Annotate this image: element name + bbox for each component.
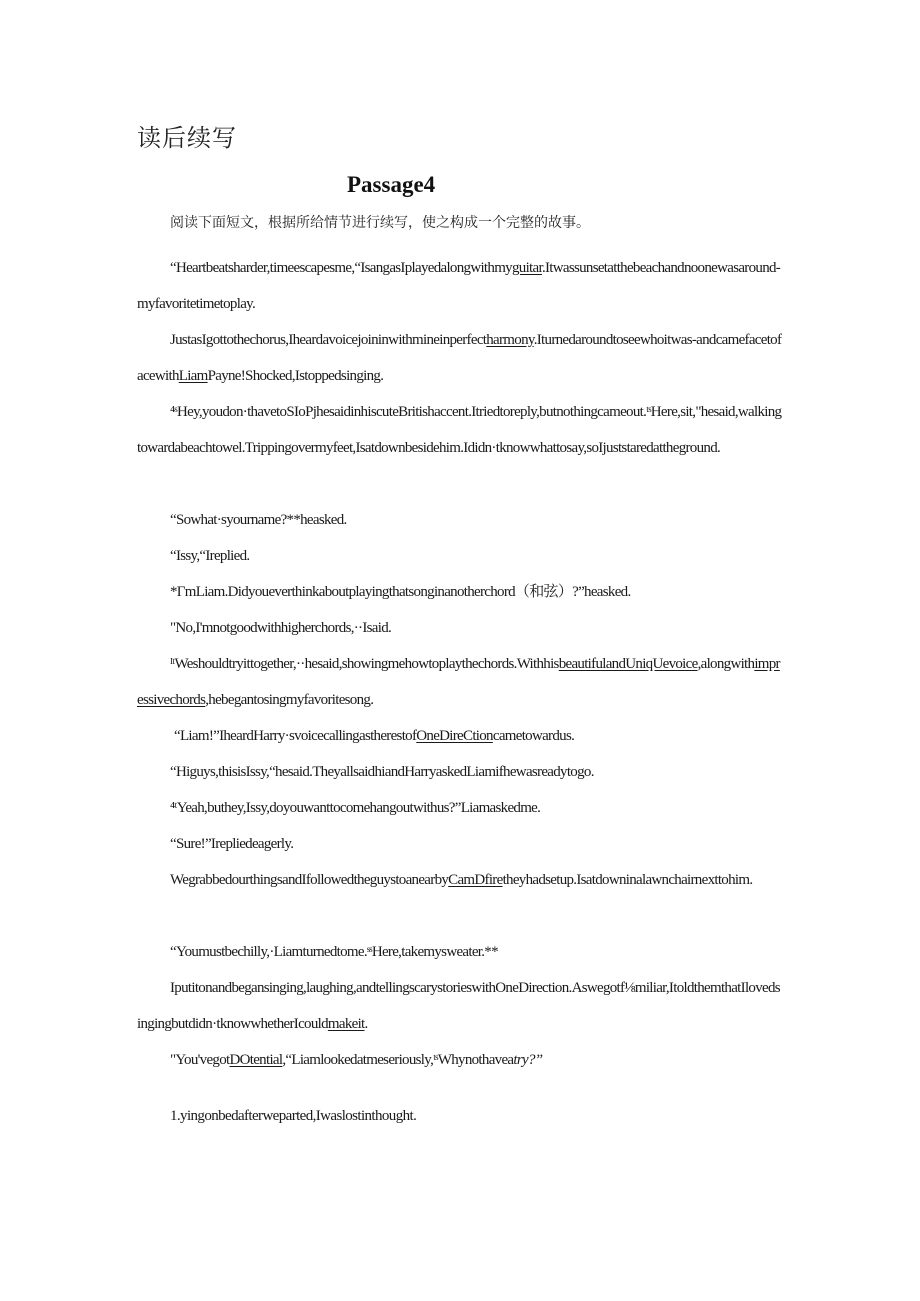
page-heading: 读后续写 bbox=[137, 124, 237, 152]
underlined-word: harmony bbox=[486, 332, 534, 348]
underlined-word: makeit bbox=[327, 1016, 365, 1032]
underlined-word: OneDireCtion bbox=[416, 728, 493, 744]
passage-paragraph: “Youmustbechilly,·Liamturnedtome.ˢˢHere,takemysweater.** bbox=[170, 944, 498, 960]
underlined-word: CamDfire bbox=[448, 872, 503, 888]
underlined-word: Liam bbox=[178, 368, 208, 384]
italic-text: try?” bbox=[513, 1052, 543, 1068]
underlined-word: impressivechords bbox=[137, 656, 780, 708]
passage-paragraph: “Higuys,thisisIssy,“hesaid.TheyallsaidhiandHarryaskedLiamifhewasreadytogo. bbox=[170, 764, 594, 780]
passage-paragraph: “Sowhat·syourname?**heasked. bbox=[170, 512, 347, 528]
passage-paragraph: “Liam!”IheardHarry·svoicecallingastherestofOneDireCtioncametowardus. bbox=[174, 728, 575, 744]
passage-paragraph: ⁴ᵗYeah,buthey,Issy,doyouwanttocomehangoutwithus?”Liamaskedme. bbox=[170, 800, 541, 816]
passage-paragraph: ⁴ˢHey,youdon·thavetoSIoPjhesaidinhiscuteBritishaccent.Itriedtoreply,butnothingcameout.ᵗˢHere,sit,"hesaid,walkingtowardabeachtowel.Trippingovermyfeet,Isatdownbesidehim.Ididn·tknowwhattosay,soIjuststaredattheground. bbox=[137, 404, 782, 456]
underlined-word: DOtential bbox=[229, 1052, 283, 1068]
instructions: 阅读下面短文，根据所给情节进行续写，使之构成一个完整的故事。 bbox=[170, 215, 590, 231]
passage-paragraph: JustasIgottothechorus,Iheardavoicejoininwithmineinperfectharmony.Iturnedaroundtoseewhoitwas-andcamefacetofacewithLiamPayne!Shocked,Istoppedsinging. bbox=[137, 332, 782, 384]
passage-paragraph: "You'vegotDOtential,“Liamlookedatmeseriously,ᵗˢWhynothaveatry?” bbox=[170, 1052, 543, 1068]
underlined-word: beautifulandUniqUevoice bbox=[558, 656, 698, 672]
passage-title: Passage4 bbox=[347, 172, 436, 197]
passage-paragraph: “Issy,“Ireplied. bbox=[170, 548, 250, 564]
passage-paragraph: “Heartbeatsharder,timeescapesme,“IsangasIplayedalongwithmyguitar.Itwassunsetatthebeachandnoonewasaround-myfavoritetimetoplay. bbox=[137, 260, 781, 312]
passage-paragraph: WegrabbedourthingsandIfollowedtheguystoanearbyCamDfiretheyhadsetup.Isatdowninalawnchairnexttohim. bbox=[170, 872, 753, 888]
continuation-prompt: 1.yingonbedafterweparted,Iwaslostinthought. bbox=[170, 1108, 417, 1124]
passage-paragraph: "No,I'mnotgoodwithhigherchords,··Isaid. bbox=[170, 620, 392, 636]
passage-paragraph: ᴵᵗWeshouldtryittogether,··hesaid,showingmehowtoplaythechords.WithhisbeautifulandUniqUevoice,alongwithimpressivechords,hebegantosingmyfavoritesong. bbox=[137, 656, 780, 708]
passage-paragraph: Iputitonandbegansinging,laughing,andtellingscarystorieswithOneDirection.Aswegotf⅛miliar,ItoldthemthatIlovedsingingbutdidn·tknowwhetherIcouldmakeit. bbox=[137, 980, 780, 1032]
passage-paragraph: *ΓmLiam.Didyoueverthinkaboutplayingthatsonginanotherchord（和弦）?”heasked. bbox=[170, 584, 631, 600]
passage-paragraph: “Sure!”Irepliedeagerly. bbox=[170, 836, 294, 852]
underlined-word: guitar bbox=[511, 260, 542, 276]
